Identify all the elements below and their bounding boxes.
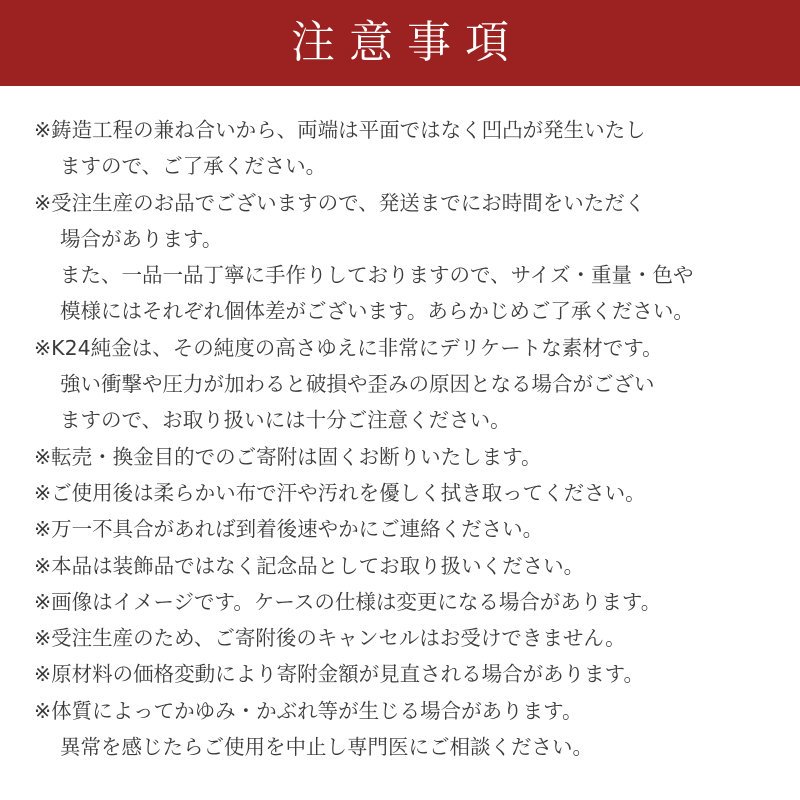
note-line: ※転売・換金目的でのご寄附は固くお断りいたします。 <box>34 444 542 469</box>
note-line: ※K24純金は、その純度の高さゆえに非常にデリケートな素材です。 <box>34 335 663 360</box>
note-line: ※万一不具合があれば到着後速やかにご連絡ください。 <box>34 517 544 542</box>
note-cleaning <box>34 475 784 511</box>
note-pure-gold <box>34 330 784 439</box>
note-made-to-order <box>34 185 784 330</box>
note-no-resale <box>34 439 784 475</box>
note-line: ※原材料の価格変動により寄附金額が見直される場合があります。 <box>34 662 645 687</box>
note-no-cancel <box>34 620 784 656</box>
note-defects <box>34 511 784 547</box>
note-line: ※鋳造工程の兼ね合いから、両端は平面ではなく凹凸が発生いたし <box>34 118 646 142</box>
note-casting-surface <box>34 112 784 185</box>
note-price-change <box>34 656 784 692</box>
note-line: ※体質によってかゆみ・かぶれ等が生じる場合があります。 <box>34 698 583 723</box>
note-image <box>34 584 784 620</box>
header-banner <box>0 0 800 86</box>
note-line: ますので、お取り扱いには十分ご注意ください。 <box>60 408 511 433</box>
note-line: ※ご使用後は柔らかい布で汗や汚れを優しく拭き取ってください。 <box>34 480 646 505</box>
page-title: 注意事項 <box>291 17 523 68</box>
note-line: ※本品は装飾品ではなく記念品としてお取り扱いください。 <box>34 553 585 578</box>
note-line: 模様にはそれぞれ個体差がございます。あらかじめご了承ください。 <box>60 299 694 324</box>
note-line: 場合があります。 <box>60 226 223 251</box>
note-line: 強い衝撃や圧力が加わると破損や歪みの原因となる場合がござい <box>60 372 655 397</box>
note-line: ※受注生産のお品でございますので、発送までにお時間をいただく <box>34 190 646 215</box>
notes-list <box>34 112 784 765</box>
note-line: ※受注生産のため、ご寄附後のキャンセルはお受けできません。 <box>34 626 626 651</box>
note-line: また、一品一品丁寧に手作りしておりますので、サイズ・重量・色や <box>60 263 694 288</box>
note-line: 異常を感じたらご使用を中止し専門医にご相談ください。 <box>60 735 593 760</box>
note-commemorative <box>34 548 784 584</box>
note-line: ※画像はイメージです。ケースの仕様は変更になる場合があります。 <box>34 589 662 614</box>
note-line: ますので、ご了承ください。 <box>60 154 327 179</box>
note-allergy <box>34 693 784 766</box>
